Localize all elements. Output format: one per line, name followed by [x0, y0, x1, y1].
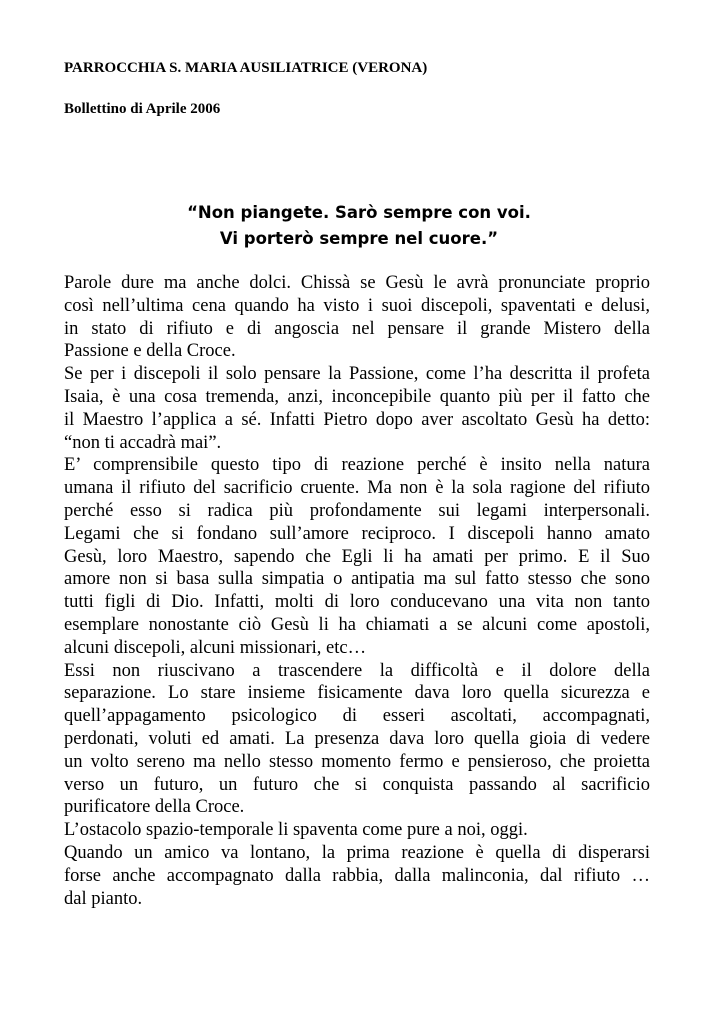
- text-line: Se per i discepoli il solo pensare la Passione, come l’ha descritta il profeta: [64, 364, 650, 385]
- bulletin-date: Bollettino di Aprile 2006: [64, 101, 221, 117]
- text-line: esemplare nonostante ciò Gesù li ha chiamati a se alcuni come apostoli,: [64, 614, 650, 635]
- text-line: tutti figli di Dio. Infatti, molti di loro conducevano una vita non tanto: [64, 592, 650, 613]
- text-line: Essi non riuscivano a trascendere la difficoltà e il dolore della: [64, 660, 650, 681]
- parish-heading: PARROCCHIA S. MARIA AUSILIATRICE (VERONA): [64, 60, 428, 76]
- text-line: perdonati, voluti ed amati. La presenza dava loro quella gioia di vedere: [64, 728, 650, 749]
- text-line: verso un futuro, un futuro che si conquista passando al sacrificio: [64, 774, 650, 795]
- text-line: Isaia, è una cosa tremenda, anzi, inconcepibile quanto più per il fatto che: [64, 386, 650, 407]
- paragraph: [64, 272, 650, 363]
- text-line: dal pianto.: [64, 888, 143, 909]
- text-line: amore non si basa sulla simpatia o antipatia ma sul fatto stesso che sono: [64, 569, 650, 590]
- text-line: Gesù, loro Maestro, sapendo che Egli li ha amati per primo. E il Suo: [64, 546, 650, 567]
- text-line: Legami che si fondano sull’amore reciproco. I discepoli hanno amato: [64, 523, 650, 544]
- paragraph: [64, 363, 650, 454]
- text-line: Parole dure ma anche dolci. Chissà se Gesù le avrà pronunciate proprio: [64, 273, 650, 293]
- text-line: alcuni discepoli, alcuni missionari, etc…: [64, 637, 367, 658]
- text-line: separazione. Lo stare insieme fisicamente dava loro quella sicurezza e: [64, 683, 650, 704]
- paragraph: [64, 819, 650, 842]
- article-body: [64, 272, 650, 910]
- text-line: in stato di rifiuto e di angoscia nel pensare il grande Mistero della: [64, 318, 650, 339]
- text-line: purificatore della Croce.: [64, 797, 245, 818]
- text-line: quell’appagamento psicologico di esseri ascoltati, accompagnati,: [64, 706, 650, 727]
- text-line: L’ostacolo spazio-temporale li spaventa come pure a noi, oggi.: [64, 820, 528, 841]
- text-line: un volto sereno ma nello stesso momento fermo e pensieroso, che proietta: [64, 751, 650, 772]
- text-line: umana il rifiuto del sacrificio cruente. Ma non è la sola ragione del rifiuto: [64, 478, 650, 499]
- paragraph: [64, 454, 650, 659]
- text-line: E’ comprensibile questo tipo di reazione perché è insito nella natura: [64, 455, 650, 476]
- quote-line-2: Vi porterò sempre nel cuore.”: [219, 229, 499, 248]
- quote-title: [64, 200, 654, 252]
- paragraph: [64, 660, 650, 820]
- text-line: il Maestro l’applica a sé. Infatti Pietro dopo aver ascoltato Gesù ha detto:: [64, 409, 650, 430]
- text-line: Passione e della Croce.: [64, 341, 236, 362]
- text-line: perché esso si radica più profondamente sui legami interpersonali.: [64, 500, 650, 521]
- text-line: “non ti accadrà mai”.: [64, 432, 222, 453]
- quote-line-1: “Non piangete. Sarò sempre con voi.: [187, 203, 531, 222]
- text-line: così nell’ultima cena quando ha visto i suoi discepoli, spaventati e delusi,: [64, 295, 650, 316]
- paragraph: [64, 842, 650, 910]
- text-line: forse anche accompagnato dalla rabbia, dalla malinconia, dal rifiuto …: [64, 865, 650, 886]
- text-line: Quando un amico va lontano, la prima reazione è quella di disperarsi: [64, 842, 650, 863]
